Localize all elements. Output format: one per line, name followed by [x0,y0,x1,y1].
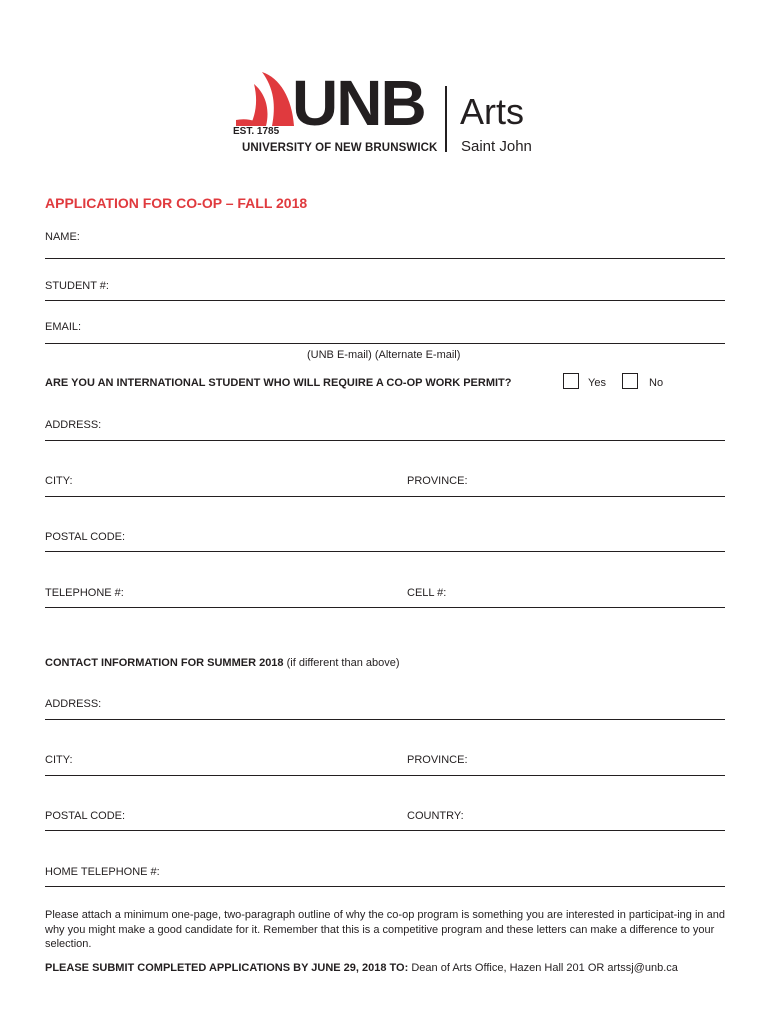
email-hint: (UNB E-mail) (Alternate E-mail) [307,349,461,361]
no-checkbox[interactable] [622,373,638,389]
logo-divider [445,86,447,152]
summer-postal-label: POSTAL CODE: [45,810,126,822]
summer-heading-text: CONTACT INFORMATION FOR SUMMER 2018 [45,657,284,669]
summer-address-label: ADDRESS: [45,698,102,710]
faculty-name: Arts [460,91,525,132]
summer-city-label: CITY: [45,754,73,766]
email-field[interactable] [45,343,725,344]
postal-code-field[interactable] [45,551,725,552]
summer-postal-country-field[interactable] [45,830,725,831]
summer-address-field[interactable] [45,719,725,720]
summer-contact-heading [45,657,400,669]
logo-wordmark: UNB [292,67,425,139]
submit-location: Dean of Arts Office, Hazen Hall 201 OR artssj@unb.ca [411,962,678,974]
province-label: PROVINCE: [407,475,468,487]
established-year: EST. 1785 [233,126,280,137]
city-label: CITY: [45,475,73,487]
no-label: No [649,377,664,389]
address-label: ADDRESS: [45,419,102,431]
yes-label: Yes [588,377,606,389]
home-telephone-label: HOME TELEPHONE #: [45,866,160,878]
university-name: UNIVERSITY OF NEW BRUNSWICK [242,142,438,154]
submit-deadline: PLEASE SUBMIT COMPLETED APPLICATIONS BY JUNE 29, 2018 TO: [45,962,409,974]
instructions-paragraph: Please attach a minimum one-page, two-paragraph outline of why the co-op program is something you are interested in participat-ing in and why you might make a good candidate for it. Remember that this is a competitive program and these letters can make a difference to your selection. [45,909,725,950]
campus-name: Saint John [461,138,532,155]
home-telephone-field[interactable] [45,886,725,887]
name-label: NAME: [45,231,80,243]
city-province-field[interactable] [45,496,725,497]
email-label: EMAIL: [45,321,82,333]
address-field[interactable] [45,440,725,441]
cell-label: CELL #: [407,587,447,599]
summer-country-label: COUNTRY: [407,810,464,822]
telephone-label: TELEPHONE #: [45,587,124,599]
telephone-cell-field[interactable] [45,607,725,608]
postal-code-label: POSTAL CODE: [45,531,126,543]
student-number-field[interactable] [45,300,725,301]
work-permit-question: ARE YOU AN INTERNATIONAL STUDENT WHO WILL REQUIRE A CO-OP WORK PERMIT? [45,377,512,389]
name-field[interactable] [45,258,725,259]
summer-heading-note: (if different than above) [286,657,400,669]
summer-province-label: PROVINCE: [407,754,468,766]
yes-checkbox[interactable] [563,373,579,389]
summer-city-province-field[interactable] [45,775,725,776]
form-title: APPLICATION FOR CO-OP – FALL 2018 [45,195,308,211]
student-number-label: STUDENT #: [45,280,109,292]
unb-arts-logo [232,67,542,160]
submission-instructions [45,962,678,974]
